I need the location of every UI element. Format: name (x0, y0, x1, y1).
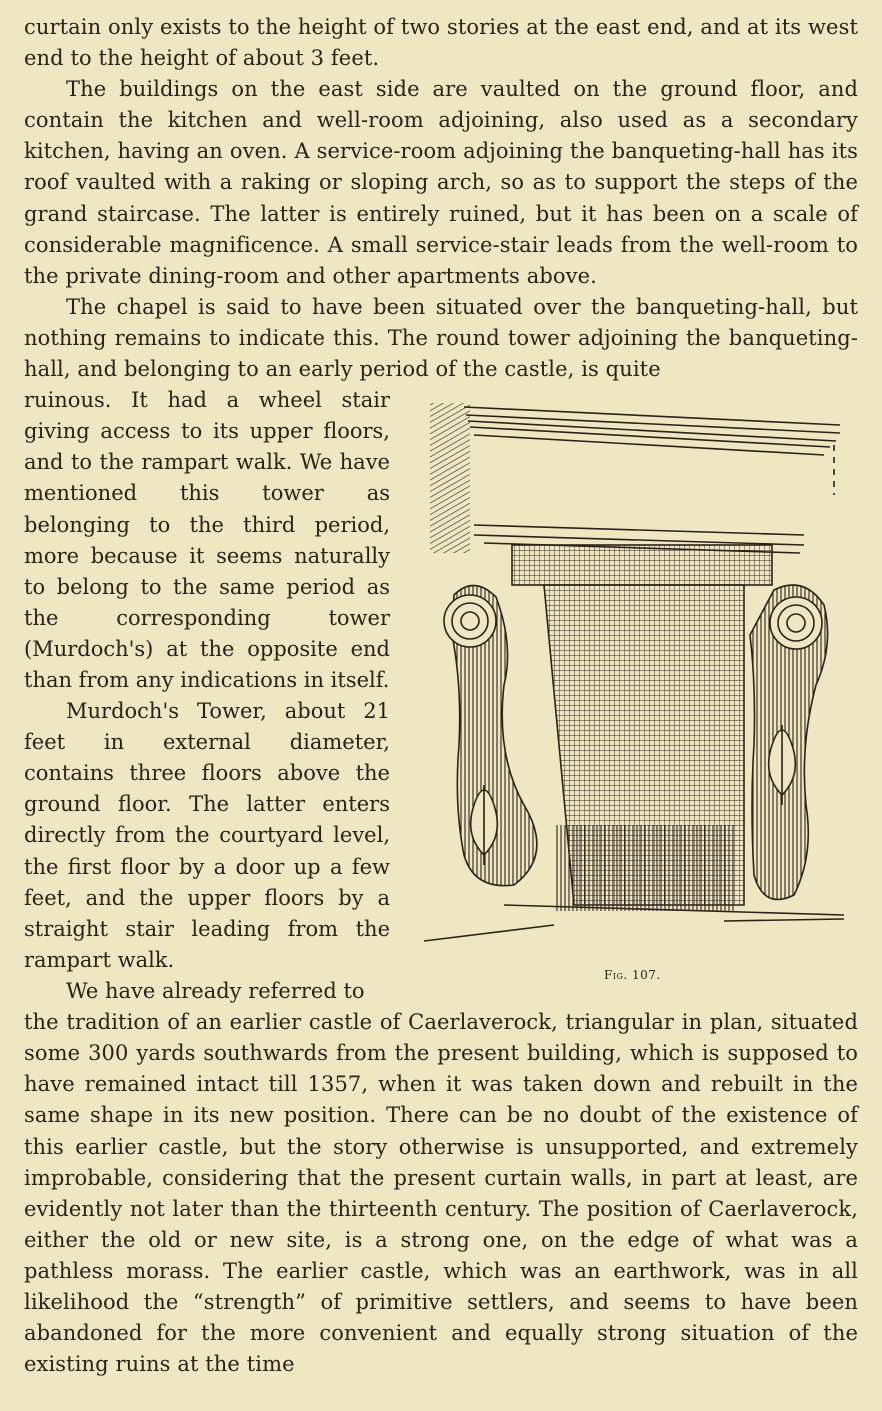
paragraph-round-tower: ruinous. It had a wheel stair giving access to its upper floors, and to the rampart walk. We have mentioned this tower as belonging to the third period, more because it seems naturally to belong to the same period as the corresponding tower (Murdoch's) at the opposite end than from any indications in itself. (24, 388, 390, 692)
text-with-figure (24, 385, 858, 1007)
paragraph-murdochs-tower: Murdoch's Tower, about 21 feet in external diameter, contains three floors above the ground floor. The latter enters directly from the courtyard level, the first floor by a door up a few feet, and the upper floors by a straight stair leading from the rampart walk. (24, 699, 390, 972)
paragraph-tradition-start: We have already referred to (66, 978, 365, 1003)
top-text (24, 12, 858, 385)
figure-caption: Fig. 107. (604, 968, 661, 983)
paragraph-east-buildings: The buildings on the east side are vaulted on the ground floor, and contain the kitchen and well-room adjoining, also used as a secondary kitchen, having an oven. A service-room adjoining the banqueting-hall has its roof vaulted with a raking or sloping arch, so as to support the steps of the grand staircase. The latter is entirely ruined, but it has been on a scale of considerable magnificence. A small service-stair leads from the well-room to the private dining-room and other apartments above. (24, 77, 858, 288)
figure-corbel-illustration (404, 385, 860, 985)
paragraph-continued: curtain only exists to the height of two stories at the east end, and at its west end to the height of about 3 feet. (24, 15, 858, 71)
left-column-text (24, 385, 390, 1007)
corbel-engraving (404, 385, 860, 965)
paragraph-earlier-castle: the tradition of an earlier castle of Caerlaverock, triangular in plan, situated some 300 yards southwards from the present building, which is supposed to have remained intact till 1357, when it was taken down and rebuilt in the same shape in its new position. There can be no doubt of the existence of this earlier castle, but the story otherwise is unsupported, and extremely improbable, considering that the present curtain walls, in part at least, are evidently not later than the thirteenth century. The position of Caerlaverock, either the old or new site, is a strong one, on the edge of what was a pathless morass. The earlier castle, which was an earthwork, was in all likelihood the “strength” of primitive settlers, and seems to have been abandoned for the more convenient and equally strong situation of the existing ruins at the time (24, 1010, 858, 1377)
bottom-text (24, 1007, 858, 1380)
paragraph-chapel: The chapel is said to have been situated over the banqueting-hall, but nothing remains to indicate this. The round tower adjoining the banqueting-hall, and belonging to an early period of the castle, is quite (24, 294, 858, 382)
